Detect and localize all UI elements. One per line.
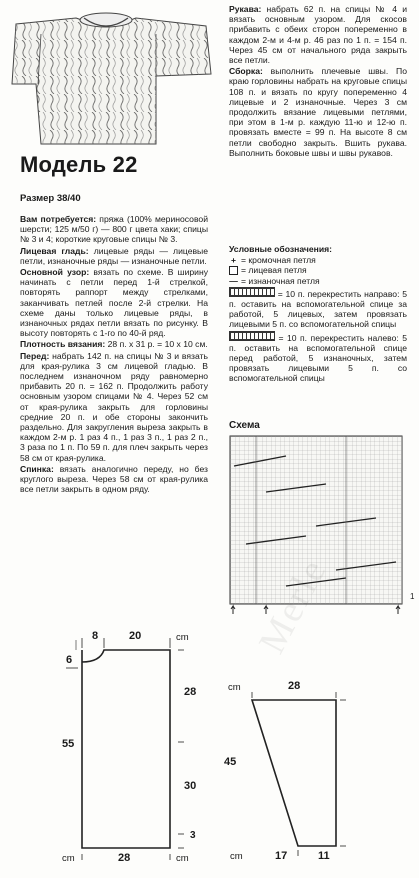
sleeve-dim-bottom-b: 11 (318, 850, 330, 862)
sleeve-dim-unit-top: cm (228, 682, 241, 693)
sleeve-dim-bottom-a: 17 (275, 850, 288, 862)
sleeve-pattern-diagram (240, 688, 350, 856)
watermark: Merle (250, 551, 336, 661)
dim-hem: 3 (190, 830, 196, 841)
right-column (229, 4, 407, 159)
legend-title: Условные обозначения: (229, 244, 332, 254)
dim-unit-top: cm (176, 632, 189, 643)
dim-middle-length: 30 (184, 780, 197, 792)
sleeve-dim-unit-bottom: cm (230, 851, 243, 862)
legend-item-cross-right: = 10 п. перекрестить направо: 5 п. оставить на вспомогательной спице за работой, 5 лицевых, затем провязать лицевыми 5 п. со вспомогательной спицы (229, 288, 408, 330)
dim-total-length: 55 (62, 738, 75, 750)
legend-item-cross-left: = 10 п. перекрестить налево: 5 п. оставить на вспомогательной спице перед работой, 5 изнаночных, затем провязать лицевыми 5 п. со вспомогательной спицы (229, 332, 407, 384)
paragraph-assembly: Сборка: выполнить плечевые швы. По краю горловины набрать на круговые спицы 108 п. и вязать по кругу попеременно 4 лицевые и 2 изнаночные. Через 3 см продолжить вязание лицевыми петлями, при этом в 1-м р. каждую 11-ю и 12-ю п. провязать вместе = 99 п. На высоте 8 см петли свободно закрыть. Вшить рукава. Выполнить боковые швы и швы рукавов. (229, 66, 407, 158)
body-pattern-diagram (60, 628, 190, 860)
left-column (20, 214, 208, 495)
dim-unit-bottom-left: cm (62, 853, 75, 864)
paragraph-main-pattern: Основной узор: вязать по схеме. В ширину начинать с петли перед 1-й стрелкой, повторять раппорт между стрелками, заканчивать петлей после 2-й стрелки. На схеме даны только лицевые ряды, в изнаночных рядах петли вязать по рисунку. В высоту повторять с 1-го по 40-й ряд. (20, 267, 208, 339)
legend-item-knit: = лицевая петля (229, 265, 407, 275)
dim-unit-bottom-right: cm (176, 853, 189, 864)
paragraph-stockinette: Лицевая гладь: лицевые ряды — лицевые петли, изнаночные ряды — изнаночные петли. (20, 245, 208, 266)
dim-top-shoulder: 20 (129, 630, 142, 642)
paragraph-materials: Вам потребуется: пряжа (100% мериносовой шерсти; 125 м/50 г) — 800 г цвета хаки; спицы № 3 и 4; короткие круговые спицы № 3. (20, 214, 208, 245)
paragraph-sleeves: Рукава: набрать 62 п. на спицы № 4 и вязать основным узором. Для скосов прибавить с обеих сторон попеременно в каждом 2-м и 4-м р. 46 раз по 1 п. = 154 п. Через 45 см от начального ряда закрыть все петли. (229, 4, 407, 66)
sleeve-dim-top: 28 (288, 680, 301, 692)
sleeve-dim-height: 45 (224, 756, 237, 768)
schema-title: Схема (229, 420, 260, 431)
paragraph-gauge: Плотность вязания: 28 п. х 31 р. = 10 х 10 см. (20, 339, 208, 350)
cross-right-symbol-icon (229, 287, 275, 297)
dim-upper-length: 28 (184, 686, 197, 698)
legend-item-purl: — = изнаночная петля (229, 275, 320, 286)
legend-item-edge: + = кромочная петля (230, 255, 316, 266)
dim-top-neck: 8 (92, 630, 99, 642)
chart-row-label: 1 (410, 592, 415, 601)
dim-bottom-width: 28 (118, 852, 131, 864)
paragraph-back: Спинка: вязать аналогично переду, но без круглого выреза. Через 58 см от края-рулика все петли закрыть в одном ряду. (20, 463, 208, 495)
legend (229, 244, 407, 384)
cross-left-symbol-icon (229, 331, 275, 341)
knit-symbol-icon (229, 266, 238, 275)
size-line: Размер 38/40 (20, 193, 81, 204)
model-title: Модель 22 (20, 152, 138, 177)
sweater-illustration (6, 4, 214, 150)
dim-neck-depth: 6 (66, 654, 73, 666)
paragraph-front: Перед: набрать 142 п. на спицы № 3 и вязать для края-рулика 3 см лицевой гладью. В последнем изнаночном ряду равномерно прибавить 20 п. = 162 п. Продолжить работу основным узором спицами № 4. Через 52 см от края-рулика закрыть для горловины средние 20 п. и обе стороны закончить раздельно. Для закругления выреза закрыть в каждом 2-м р. 1 раз 4 п., 1 раз 3 п., 1 раз 2 п., 3 раза по 1 п. По 59 п. для плеч закрыть через 58 см от края-рулика. (20, 350, 208, 463)
